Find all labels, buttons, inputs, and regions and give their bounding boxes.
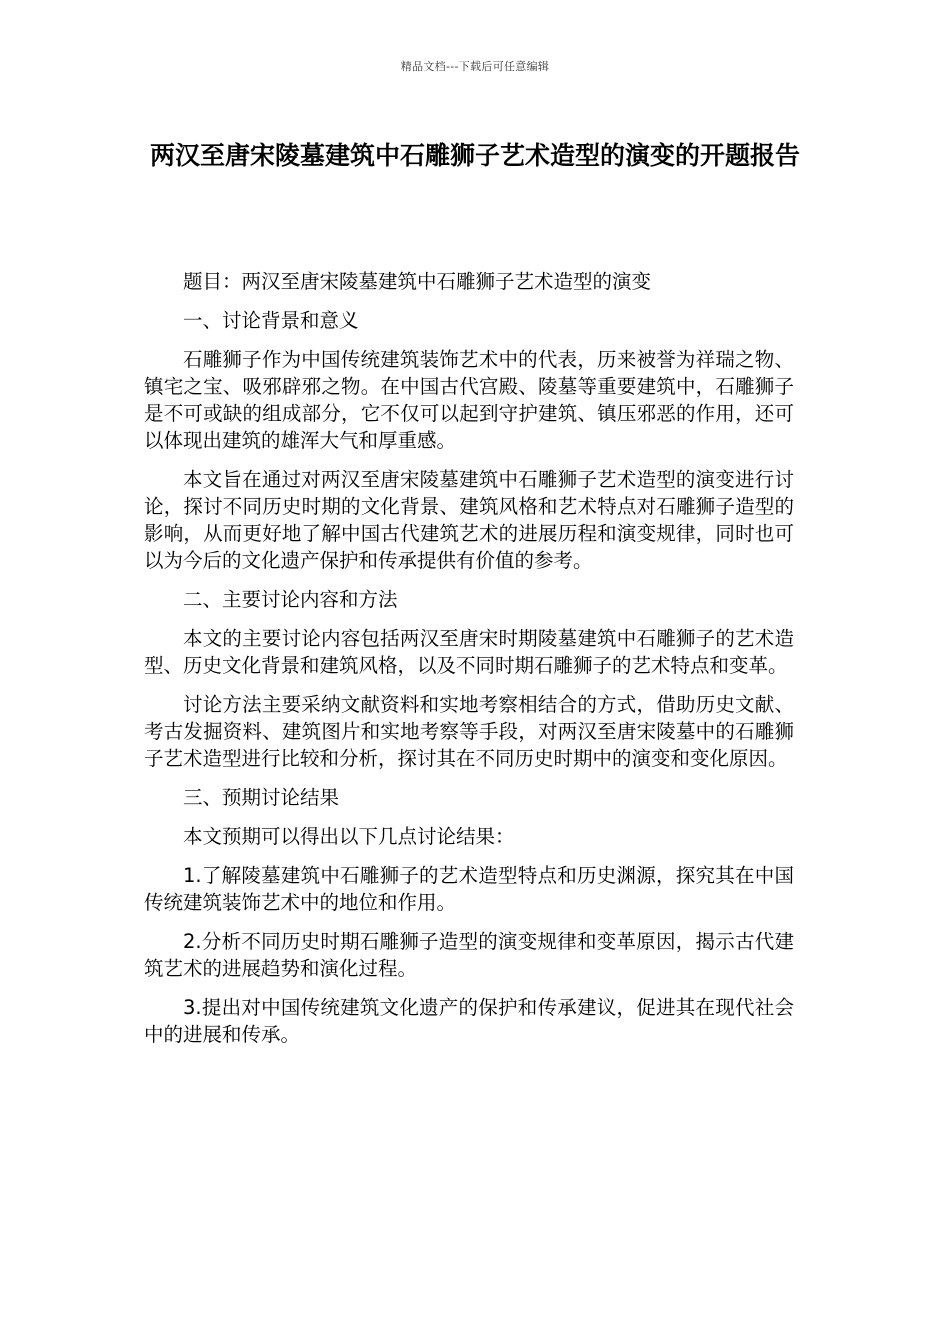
paragraph: 本文预期可以得出以下几点讨论结果：	[183, 825, 515, 848]
document-body	[144, 268, 794, 1060]
header-note: 精品文档---下载后可任意编辑	[400, 60, 550, 73]
paragraph: 本文的主要讨论内容包括两汉至唐宋时期陵墓建筑中石雕狮子的艺术造型、历史文化背景和建筑风格，以及不同时期石雕狮子的艺术特点和变革。	[144, 627, 794, 677]
section-heading-background: 一、讨论背景和意义	[183, 309, 359, 332]
document-title: 两汉至唐宋陵墓建筑中石雕狮子艺术造型的演变的开题报告	[149, 141, 800, 170]
section-heading-content-method: 二、主要讨论内容和方法	[183, 588, 398, 611]
list-item: 2.分析不同历史时期石雕狮子造型的演变规律和变革原因，揭示古代建筑艺术的进展趋势和演化过程。	[144, 930, 794, 980]
paragraph-topic: 题目：两汉至唐宋陵墓建筑中石雕狮子艺术造型的演变	[183, 270, 652, 293]
paragraph: 讨论方法主要采纳文献资料和实地考察相结合的方式，借助历史文献、考古发掘资料、建筑图片和实地考察等手段，对两汉至唐宋陵墓中的石雕狮子艺术造型进行比较和分析，探讨其在不同历史时期中的演变和变化原因。	[144, 693, 794, 770]
section-heading-expected-results: 三、预期讨论结果	[183, 786, 340, 809]
paragraph: 本文旨在通过对两汉至唐宋陵墓建筑中石雕狮子艺术造型的演变进行讨论，探讨不同历史时期的文化背景、建筑风格和艺术特点对石雕狮子造型的影响，从而更好地了解中国古代建筑艺术的进展历程和演变规律，同时也可以为今后的文化遗产保护和传承提供有价值的参考。	[144, 468, 794, 572]
list-item: 1.了解陵墓建筑中石雕狮子的艺术造型特点和历史渊源，探究其在中国传统建筑装饰艺术中的地位和作用。	[144, 864, 794, 914]
paragraph: 石雕狮子作为中国传统建筑装饰艺术中的代表，历来被誉为祥瑞之物、镇宅之宝、吸邪辟邪之物。在中国古代宫殿、陵墓等重要建筑中，石雕狮子是不可或缺的组成部分，它不仅可以起到守护建筑、镇压邪恶的作用，还可以体现出建筑的雄浑大气和厚重感。	[144, 348, 794, 452]
list-item: 3.提出对中国传统建筑文化遗产的保护和传承建议，促进其在现代社会中的进展和传承。	[144, 996, 794, 1046]
